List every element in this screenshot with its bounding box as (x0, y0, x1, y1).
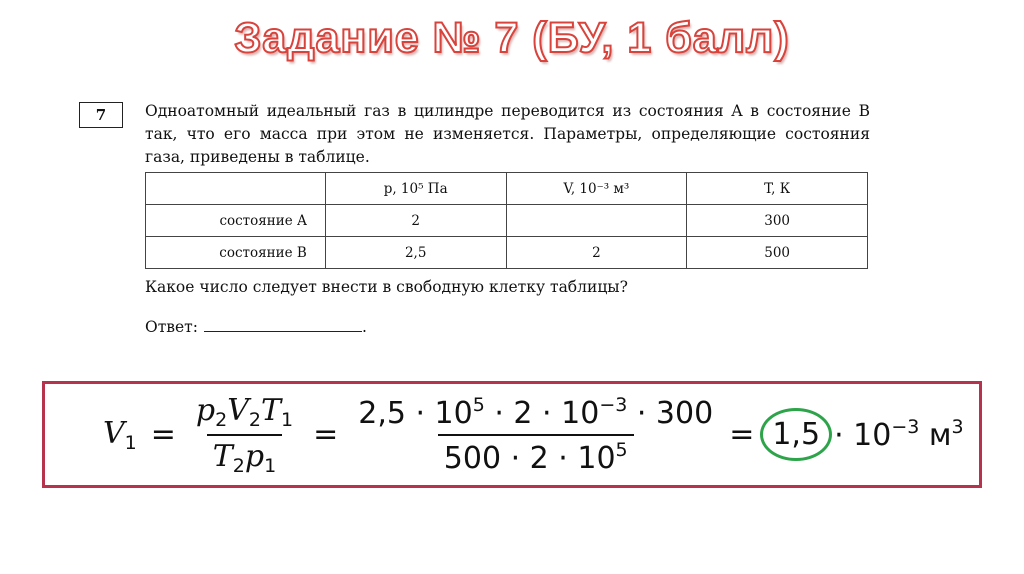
symbolic-denominator: $T_2p_1$ (207, 434, 282, 477)
table-cell: 500 (687, 237, 868, 269)
table-row (146, 237, 868, 269)
circled-result: 1,5 (760, 408, 832, 461)
answer-period: . (361, 318, 367, 336)
numeric-fraction (352, 394, 719, 476)
equals-sign: = (150, 417, 176, 452)
equals-sign: = (729, 417, 755, 452)
answer-label: Ответ: (145, 318, 198, 336)
table-empty-cell (506, 205, 687, 237)
answer-row (145, 317, 367, 336)
table-header: V, 10⁻³ м³ (506, 173, 687, 205)
result-unit: · $10^{-3}$ $м^3$ (834, 416, 964, 453)
solution-formula (103, 384, 964, 485)
table-cell: 2 (325, 205, 506, 237)
table-row (146, 205, 868, 237)
table-header: T, К (687, 173, 868, 205)
numeric-denominator: $500 \cdot 2 \cdot 10^5$ (438, 434, 634, 476)
solution-formula-box (42, 381, 982, 488)
symbolic-numerator: $p_2V_2T_1$ (195, 392, 294, 431)
table-cell: 300 (687, 205, 868, 237)
table-header: p, 10⁵ Па (325, 173, 506, 205)
symbolic-fraction (190, 393, 299, 477)
answer-blank-line (204, 317, 362, 332)
table-header (146, 173, 326, 205)
equals-sign: = (313, 417, 339, 452)
lhs-variable: $V_1$ (103, 415, 137, 454)
task-number: 7 (79, 102, 123, 128)
table-cell: состояние A (146, 205, 326, 237)
question-text: Какое число следует внести в свободную клетку таблицы? (145, 278, 628, 296)
slide-title: Задание № 7 (БУ, 1 балл) (234, 14, 790, 62)
task-text: Одноатомный идеальный газ в цилиндре переводится из состояния A в состояние B так, что его масса при этом не изменяется. Параметры, определяющие состояния газа, приведены в таблице. (145, 102, 870, 166)
parameters-table (145, 172, 868, 269)
table-header-row (146, 173, 868, 205)
numeric-numerator: $2,5 \cdot 10^5 \cdot 2 \cdot 10^{-3} \cdot 300$ (358, 393, 714, 431)
table-cell: состояние B (146, 237, 326, 269)
table-cell: 2 (506, 237, 687, 269)
table-cell: 2,5 (325, 237, 506, 269)
